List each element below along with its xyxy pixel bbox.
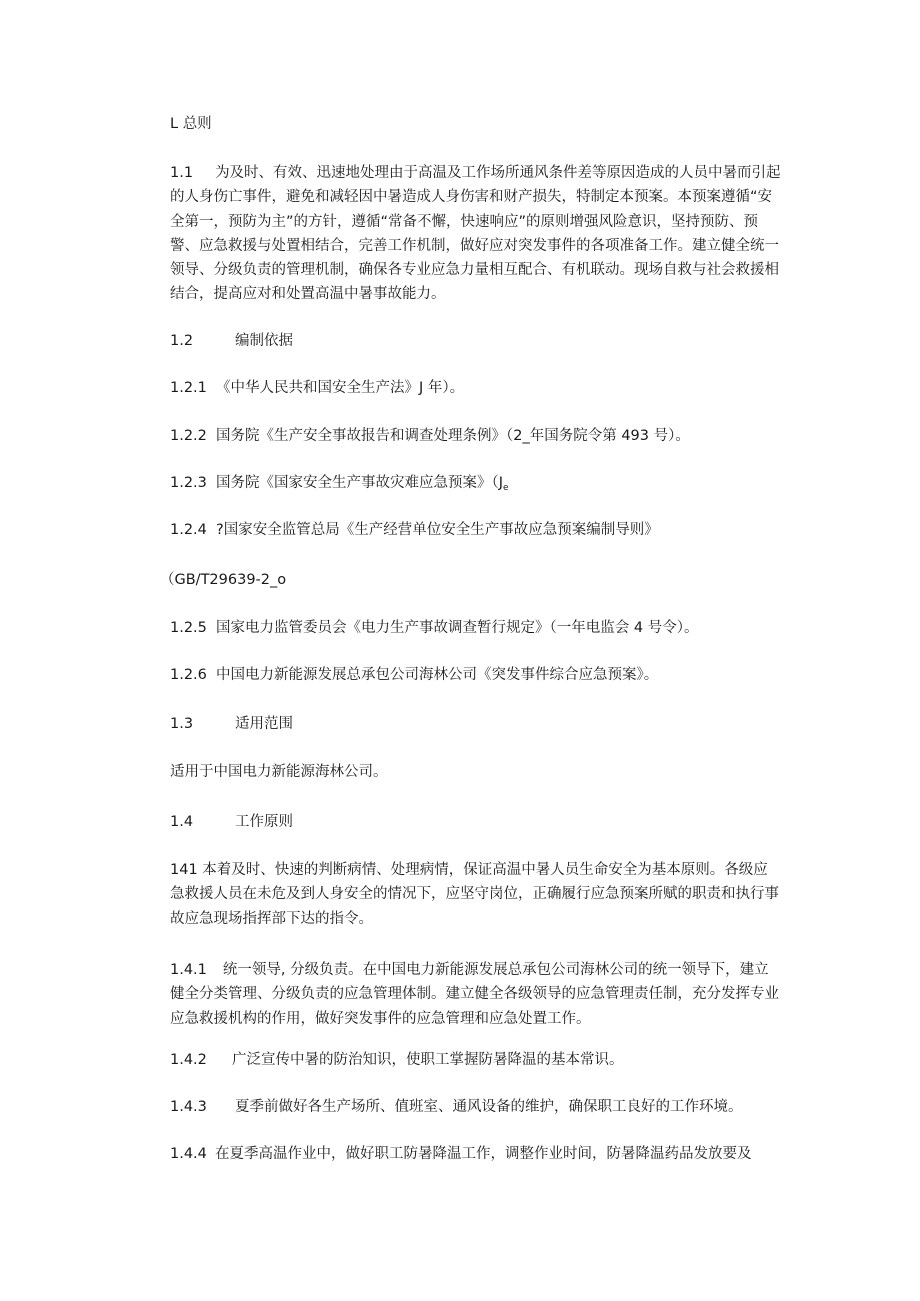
item-number: 1.2.1 (170, 380, 207, 396)
item-text: 在夏季高温作业中，做好职工防暑降温工作，调整作业时间，防暑降温药品发放要及 (215, 1146, 752, 1162)
item-text: 国务院《国家安全生产事故灾难应急预案》（J (216, 475, 504, 491)
item-1-2-6 (170, 665, 658, 685)
chapter-heading: L 总则 (170, 116, 212, 132)
item-1-2-4 (170, 520, 659, 540)
item-text: 夏季前做好各生产场所、值班室、通风设备的维护，确保职工良好的工作环境。 (235, 1099, 743, 1115)
section-number: 1.2 (170, 333, 194, 349)
section-title: 适用范围 (235, 716, 293, 732)
item-text: 国务院《生产安全事故报告和调查处理条例》（2_年国务院令第 493 号）。 (216, 428, 690, 444)
paragraph-text: 统一领导, 分级负责。在中国电力新能源发展总承包公司海林公司的统一领导下，建立健全分类管理、分级负责的应急管理体制。建立健全各级领导的应急管理责任制，充分发挥专业应急救援机构的作用，做好突发事件的应急管理和应急处置工作。 (170, 962, 779, 1027)
paragraph-1-1 (170, 161, 782, 307)
item-number: 1.2.6 (170, 667, 207, 683)
item-number: 1.2.2 (170, 428, 207, 444)
item-text: 中国电力新能源发展总承包公司海林公司《突发事件综合应急预案》。 (216, 667, 659, 683)
section-1-2-heading (170, 331, 293, 351)
section-number: 1.1 (170, 165, 194, 181)
section-number: 1.4 (170, 814, 194, 830)
item-text: 国家电力监管委员会《电力生产事故调查暂行规定》（一年电监会 4 号令）。 (216, 620, 699, 636)
item-number: 1.4.1 (170, 962, 207, 978)
section-1-4-heading (170, 812, 293, 832)
item-1-2-2 (170, 426, 690, 446)
paragraph-1-4-1-a: 141 本着及时、快速的判断病情、处理病情，保证高温中暑人员生命安全为基本原则。各级应急救援人员在未危及到人身安全的情况下，应坚守岗位，正确履行应急预案所赋的职责和执行事故应急现场指挥部下达的指令。 (170, 862, 779, 927)
item-number: 1.4.2 (170, 1052, 207, 1068)
item-1-4-2 (170, 1050, 624, 1070)
paragraph-text: 为及时、有效、迅速地处理由于高温及工作场所通风条件差等原因造成的人员中暑而引起的人身伤亡事件，避免和减轻因中暑造成人身伤害和财产损失，特制定本预案。本预案遵循“安全第一，预防为主”的方针，遵循“常备不懈，快速响应”的原则增强风险意识，坚持预防、预警、应急救援与处置相结合，完善工作机制，做好应对突发事件的各项准备工作。建立健全统一领导、分级负责的管理机制，确保各专业应急力量相互配合、有机联动。现场自救与社会救援相结合，提高应对和处置高温中暑事故能力。 (170, 165, 781, 303)
item-number: 1.2.4 (170, 522, 207, 538)
item-number: 1.4.3 (170, 1099, 207, 1115)
section-1-3-heading (170, 714, 293, 734)
scope-text: 适用于中国电力新能源海林公司。 (170, 764, 388, 780)
item-1-4-4 (170, 1144, 752, 1164)
item-1-2-4-continued: （GB/T29639-2_o (160, 572, 287, 588)
paragraph-1-4-1 (170, 958, 782, 1031)
item-1-2-1 (170, 378, 464, 398)
item-text: ?国家安全监管总局《生产经营单位安全生产事故应急预案编制导则》 (216, 522, 659, 538)
item-1-2-3 (170, 473, 509, 498)
item-1-4-3 (170, 1097, 743, 1117)
item-number: 1.2.5 (170, 620, 207, 636)
item-subscript: e (503, 483, 509, 493)
item-1-2-5 (170, 618, 698, 638)
item-number: 1.4.4 (170, 1146, 207, 1162)
item-text: 广泛宣传中暑的防治知识，使职工掌握防暑降温的基本常识。 (232, 1052, 624, 1068)
item-number: 1.2.3 (170, 475, 207, 491)
section-title: 编制依据 (235, 333, 293, 349)
section-number: 1.3 (170, 716, 194, 732)
section-title: 工作原则 (235, 814, 293, 830)
item-text: 《中华人民共和国安全生产法》J 年）。 (216, 380, 465, 396)
